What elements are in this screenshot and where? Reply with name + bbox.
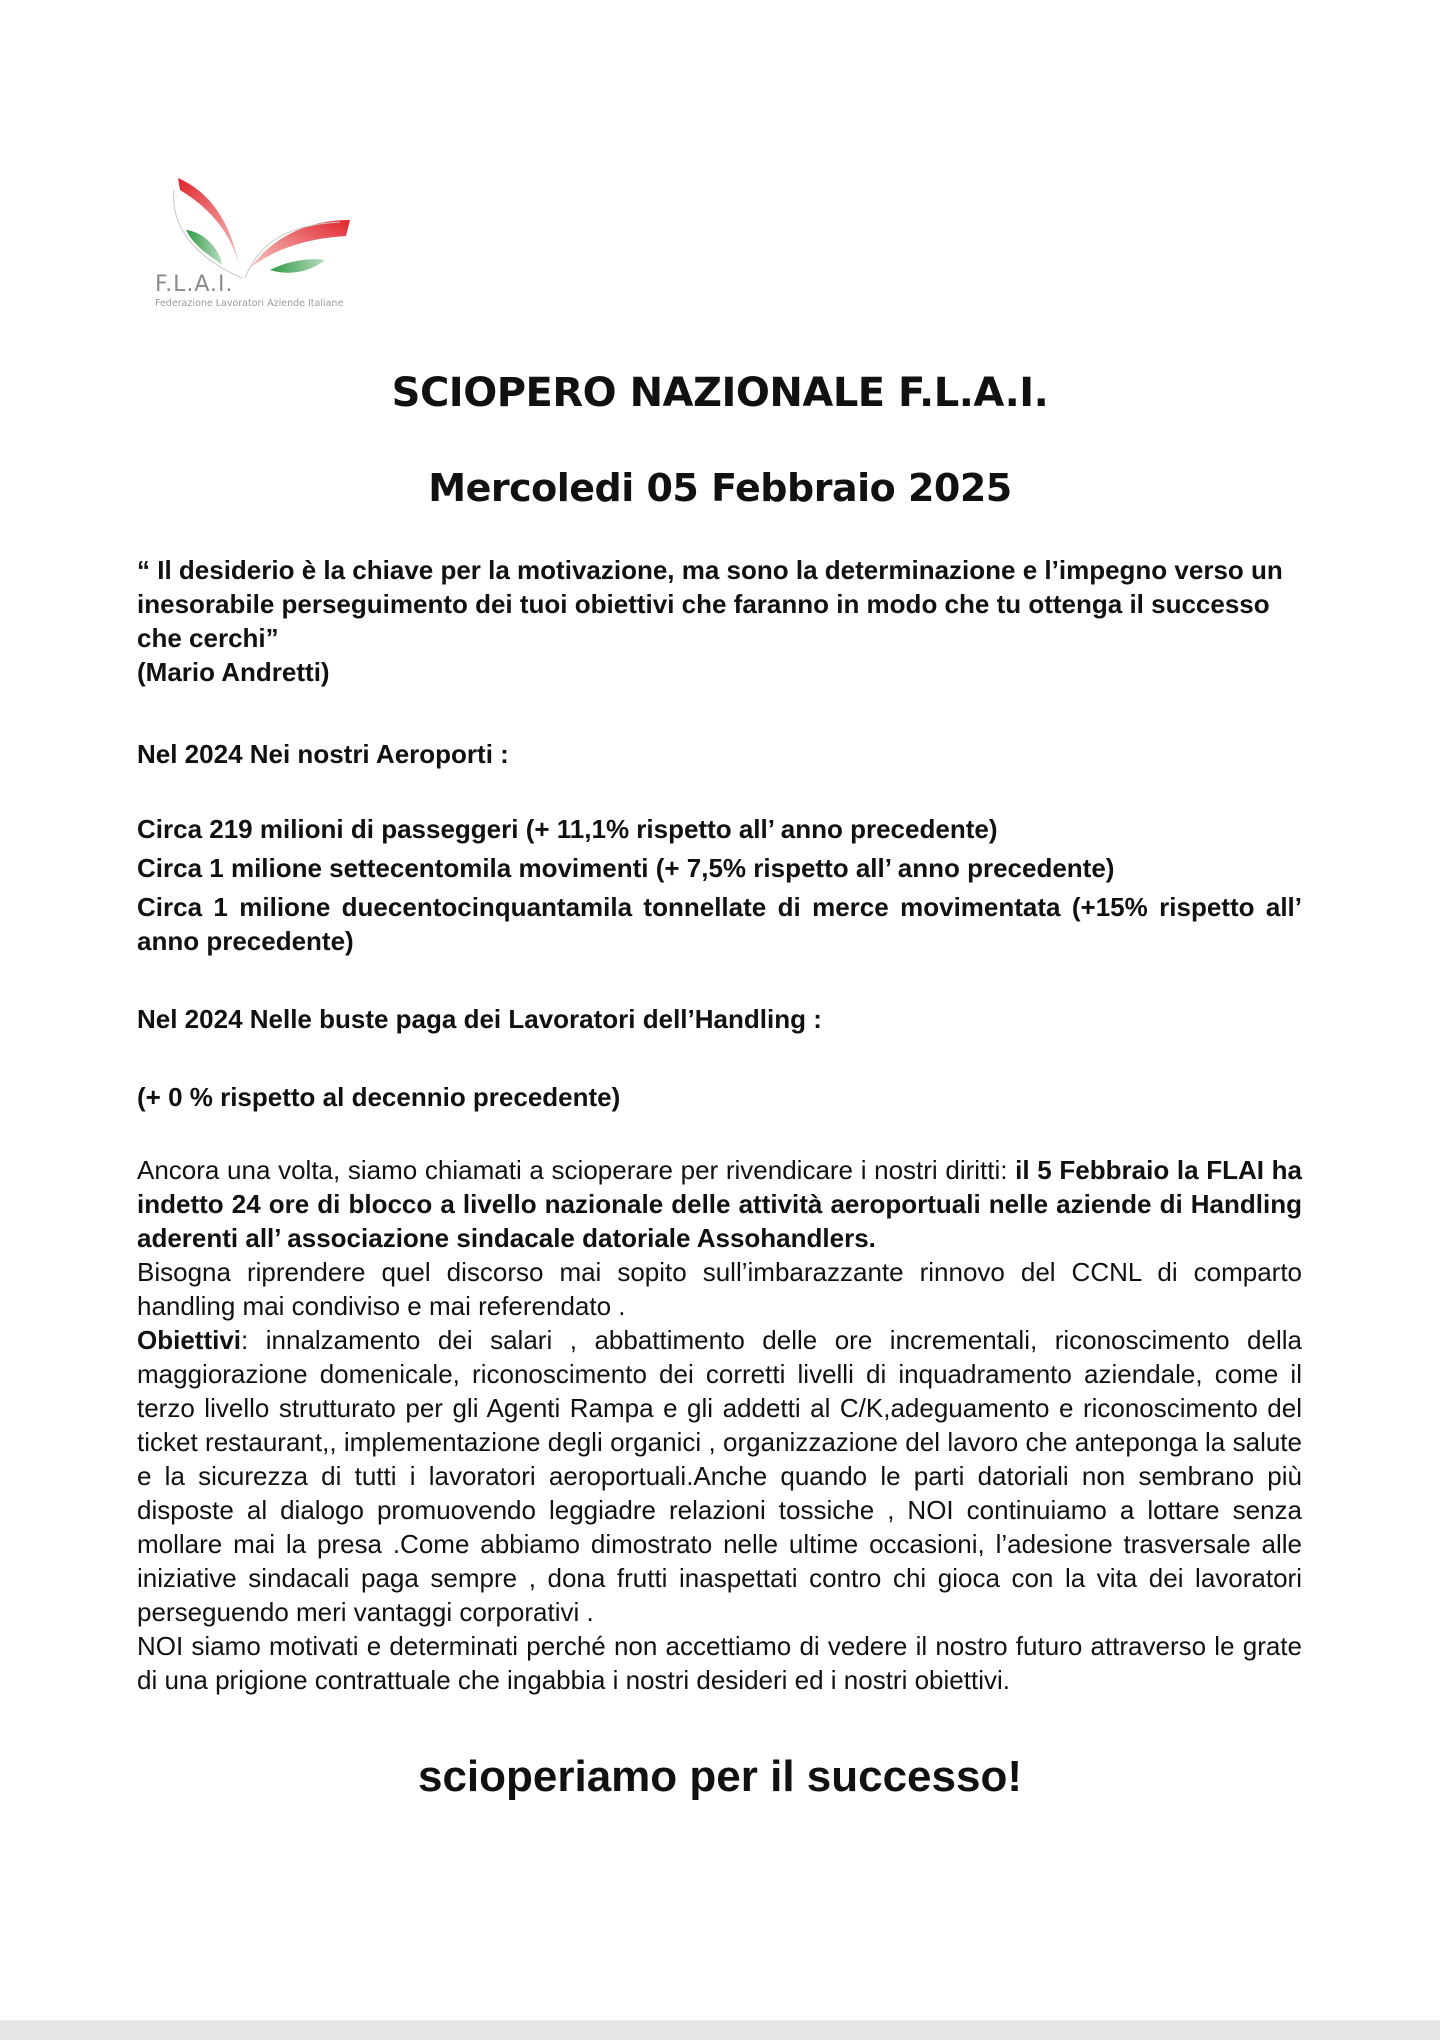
stat-passengers: Circa 219 milioni di passeggeri (+ 11,1% rispetto all’ anno precedente): [137, 814, 998, 844]
flai-logo: [150, 160, 360, 325]
objectives-label: Obiettivi: [137, 1325, 242, 1355]
airport-stats: [137, 812, 1302, 958]
quote: [137, 553, 1302, 689]
butterfly-icon: [150, 160, 360, 290]
logo-name: F.L.A.I.: [155, 272, 234, 297]
handling-stat: (+ 0 % rispetto al decennio precedente): [137, 1082, 621, 1112]
paragraph-intro: Ancora una volta, siamo chiamati a scioperare per rivendicare i nostri diritti:: [137, 1155, 1016, 1185]
page-title: SCIOPERO NAZIONALE F.L.A.I.: [391, 370, 1049, 416]
logo-subtitle: Federazione Lavoratori Aziende Italiane: [155, 298, 344, 309]
closing-slogan: scioperiamo per il successo!: [417, 1752, 1023, 1801]
airports-heading: Nel 2024 Nei nostri Aeroporti :: [137, 739, 509, 769]
paragraph-motivation: NOI siamo motivati e determinati perché non accettiamo di vedere il nostro futuro attraverso le grate di una prigione contrattuale che ingabbia i nostri desideri ed i nostri obiettivi.: [137, 1631, 1302, 1695]
paragraph-objectives: [137, 1323, 1302, 1629]
paragraph-strike: [137, 1153, 1302, 1255]
strike-announcement: il 5 Febbraio la FLAI ha indetto 24 ore di blocco a livello nazionale delle attività aeroportuali nelle aziende di Handling aderenti all’ associazione sindacale datoriale Assohandlers.: [137, 1155, 1302, 1253]
bottom-band: [0, 2020, 1440, 2040]
quote-text: “ Il desiderio è la chiave per la motivazione, ma sono la determinazione e l’impegno verso un inesorabile perseguimento dei tuoi obiettivi che faranno in modo che tu ottenga il successo che cerchi”: [137, 555, 1283, 653]
body-text: [137, 1153, 1302, 1697]
stat-movements: Circa 1 milione settecentomila movimenti (+ 7,5% rispetto all’ anno precedente): [137, 853, 1115, 883]
handling-heading: Nel 2024 Nelle buste paga dei Lavoratori dell’Handling :: [137, 1004, 822, 1034]
stat-cargo: Circa 1 milione duecentocinquantamila tonnellate di merce movimentata (+15% rispetto all’ anno precedente): [137, 892, 1302, 956]
strike-date: Mercoledi 05 Febbraio 2025: [428, 466, 1012, 510]
quote-author: (Mario Andretti): [137, 657, 330, 687]
paragraph-ccnl: Bisogna riprendere quel discorso mai sopito sull’imbarazzante rinnovo del CCNL di comparto handling mai condiviso e mai referendato .: [137, 1257, 1302, 1321]
objectives-text: : innalzamento dei salari , abbattimento delle ore incrementali, riconoscimento della maggiorazione domenicale, riconoscimento dei corretti livelli di inquadramento aziendale, come il terzo livello strutturato per gli Agenti Rampa e gli addetti al C/K,adeguamento e riconoscimento del ticket restaurant,, implementazione degli organici , organizzazione del lavoro che anteponga la salute e la sicurezza di tutti i lavoratori aeroportuali.Anche quando le parti datoriali non sembrano più disposte al dialogo promuovendo leggiadre relazioni tossiche , NOI continuiamo a lottare senza mollare mai la presa .Come abbiamo dimostrato nelle ultime occasioni, l’adesione trasversale alle iniziative sindacali paga sempre , dona frutti inaspettati contro chi gioca con la vita dei lavoratori perseguendo meri vantaggi corporativi .: [137, 1325, 1302, 1627]
